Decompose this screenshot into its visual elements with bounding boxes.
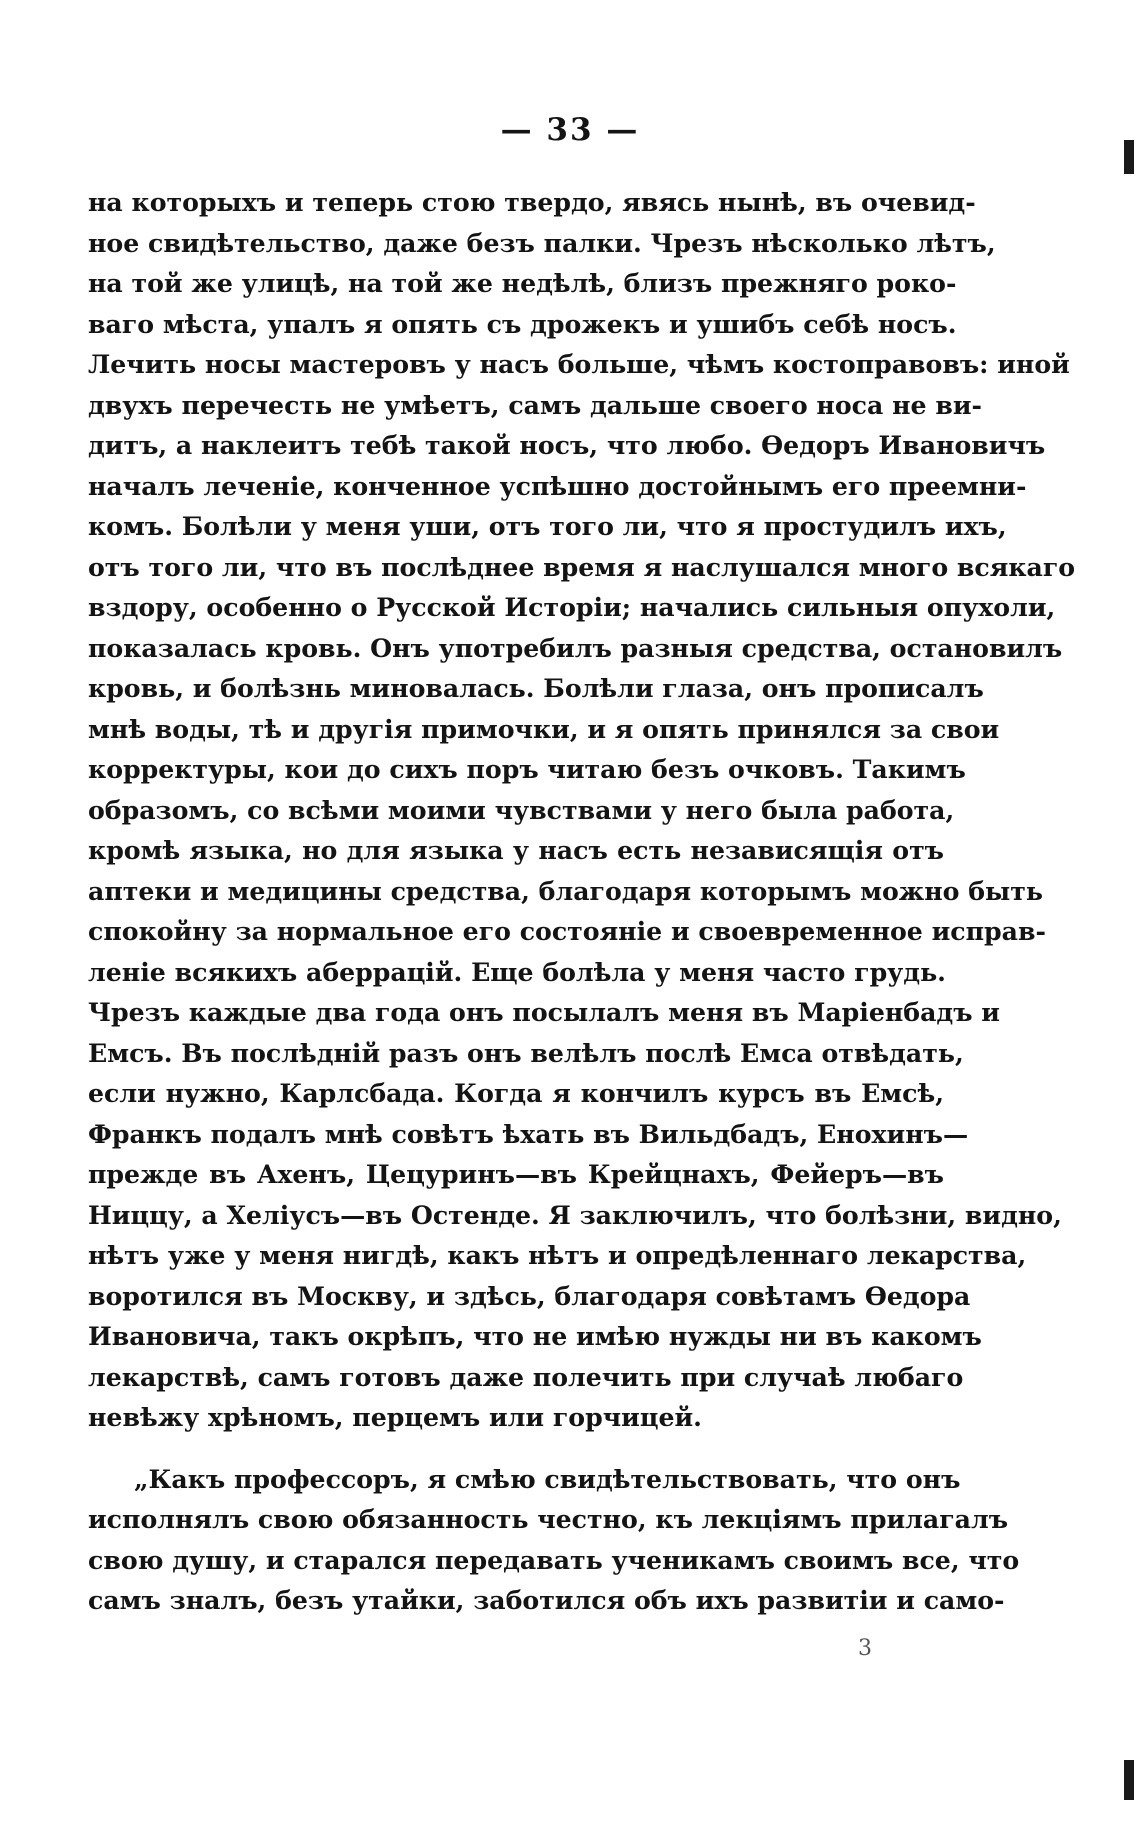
text-line: началъ леченіе, конченное успѣшно достойнымъ его преемни- (88, 470, 1027, 501)
text-line: Чрезъ каждые два года онъ посылалъ меня въ Маріенбадъ и (88, 997, 1000, 1027)
text-line: кромѣ языка, но для языка у насъ есть независящія отъ (88, 835, 944, 865)
text-line: дитъ, а наклеитъ тебѣ такой носъ, что любо. Ѳедоръ Ивановичъ (88, 430, 1046, 460)
text-line: образомъ, со всѣми моими чувствами у него была работа, (88, 794, 955, 825)
text-line: если нужно, Карлсбада. Когда я кончилъ курсъ въ Емсѣ, (88, 1078, 944, 1108)
paragraph-1 (88, 182, 1076, 1438)
text-line: невѣжу хрѣномъ, перцемъ или горчицей. (88, 1402, 702, 1432)
text-line: спокойну за нормальное его состояніе и своевременное исправ- (88, 916, 1046, 946)
paragraph-2 (88, 1459, 1020, 1621)
text-line: ваго мѣста, упалъ я опять съ дрожекъ и ушибъ себѣ носъ. (88, 308, 957, 339)
text-line: на которыхъ и теперь стою твердо, явясь нынѣ, въ очевид- (88, 187, 976, 217)
text-line: кровь, и болѣзнь миновалась. Болѣли глаза, онъ прописалъ (88, 673, 984, 703)
text-line: Лечить носы мастеровъ у насъ больше, чѣмъ костоправовъ: иной (88, 349, 1070, 379)
text-line: ное свидѣтельство, даже безъ палки. Чрезъ нѣсколько лѣтъ, (88, 227, 996, 258)
text-line: мнѣ воды, тѣ и другія примочки, и я опять принялся за свои (88, 713, 1000, 744)
text-line: вздору, особенно о Русской Исторіи; начались сильныя опухоли, (88, 592, 1056, 622)
paragraph-gap (88, 1438, 944, 1459)
text-line: на той же улицѣ, на той же недѣлѣ, близъ прежняго роко- (88, 268, 957, 298)
text-line: показалась кровь. Онъ употребилъ разныя средства, остановилъ (88, 632, 1063, 663)
text-line: воротился въ Москву, и здѣсь, благодаря совѣтамъ Ѳедора (88, 1280, 971, 1311)
text-line: Емсъ. Въ послѣдній разъ онъ велѣлъ послѣ Емса отвѣдать, (88, 1037, 964, 1068)
text-line: свою душу, и старался передавать ученикамъ своимъ все, что (88, 1544, 1020, 1575)
text-line: отъ того ли, что въ послѣднее время я наслушался много всякаго (88, 551, 1076, 582)
text-line: Ниццу, а Хеліусъ—въ Остенде. Я заключилъ, что болѣзни, видно, (88, 1199, 1062, 1230)
scan-edge-mark (1124, 1760, 1134, 1800)
page-number: — 33 — (500, 112, 640, 148)
text-line: исполнялъ свою обязанность честно, къ лекціямъ прилагалъ (88, 1504, 1009, 1534)
text-line: комъ. Болѣли у меня уши, отъ того ли, что я простудилъ ихъ, (88, 511, 1007, 541)
signature-mark: 3 (858, 1636, 872, 1661)
text-line: корректуры, кои до сихъ поръ читаю безъ очковъ. Такимъ (88, 754, 966, 784)
text-line: Франкъ подалъ мнѣ совѣтъ ѣхать въ Вильдбадъ, Енохинъ— (88, 1118, 969, 1149)
text-line: Ивановича, такъ окрѣпъ, что не имѣю нужды ни въ какомъ (88, 1321, 982, 1351)
text-line: „Какъ профессоръ, я смѣю свидѣтельствовать, что онъ (134, 1463, 961, 1494)
text-line: прежде въ Ахенъ, Цецуринъ—въ Крейцнахъ, Фейеръ—въ (88, 1159, 944, 1189)
text-line: нѣтъ уже у меня нигдѣ, какъ нѣтъ и опредѣленнаго лекарства, (88, 1240, 1027, 1270)
text-line: двухъ перечесть не умѣетъ, самъ дальше своего носа не ви- (88, 389, 982, 420)
text-line: леніе всякихъ аберрацій. Еще болѣла у меня часто грудь. (88, 956, 946, 987)
scan-edge-mark (1124, 140, 1134, 174)
text-line: самъ зналъ, безъ утайки, заботился объ ихъ развитіи и само- (88, 1585, 1005, 1615)
text-line: аптеки и медицины средства, благодаря которымъ можно быть (88, 875, 1043, 906)
body-text (88, 182, 1076, 1621)
text-line: лекарствѣ, самъ готовъ даже полечить при случаѣ любаго (88, 1361, 964, 1392)
